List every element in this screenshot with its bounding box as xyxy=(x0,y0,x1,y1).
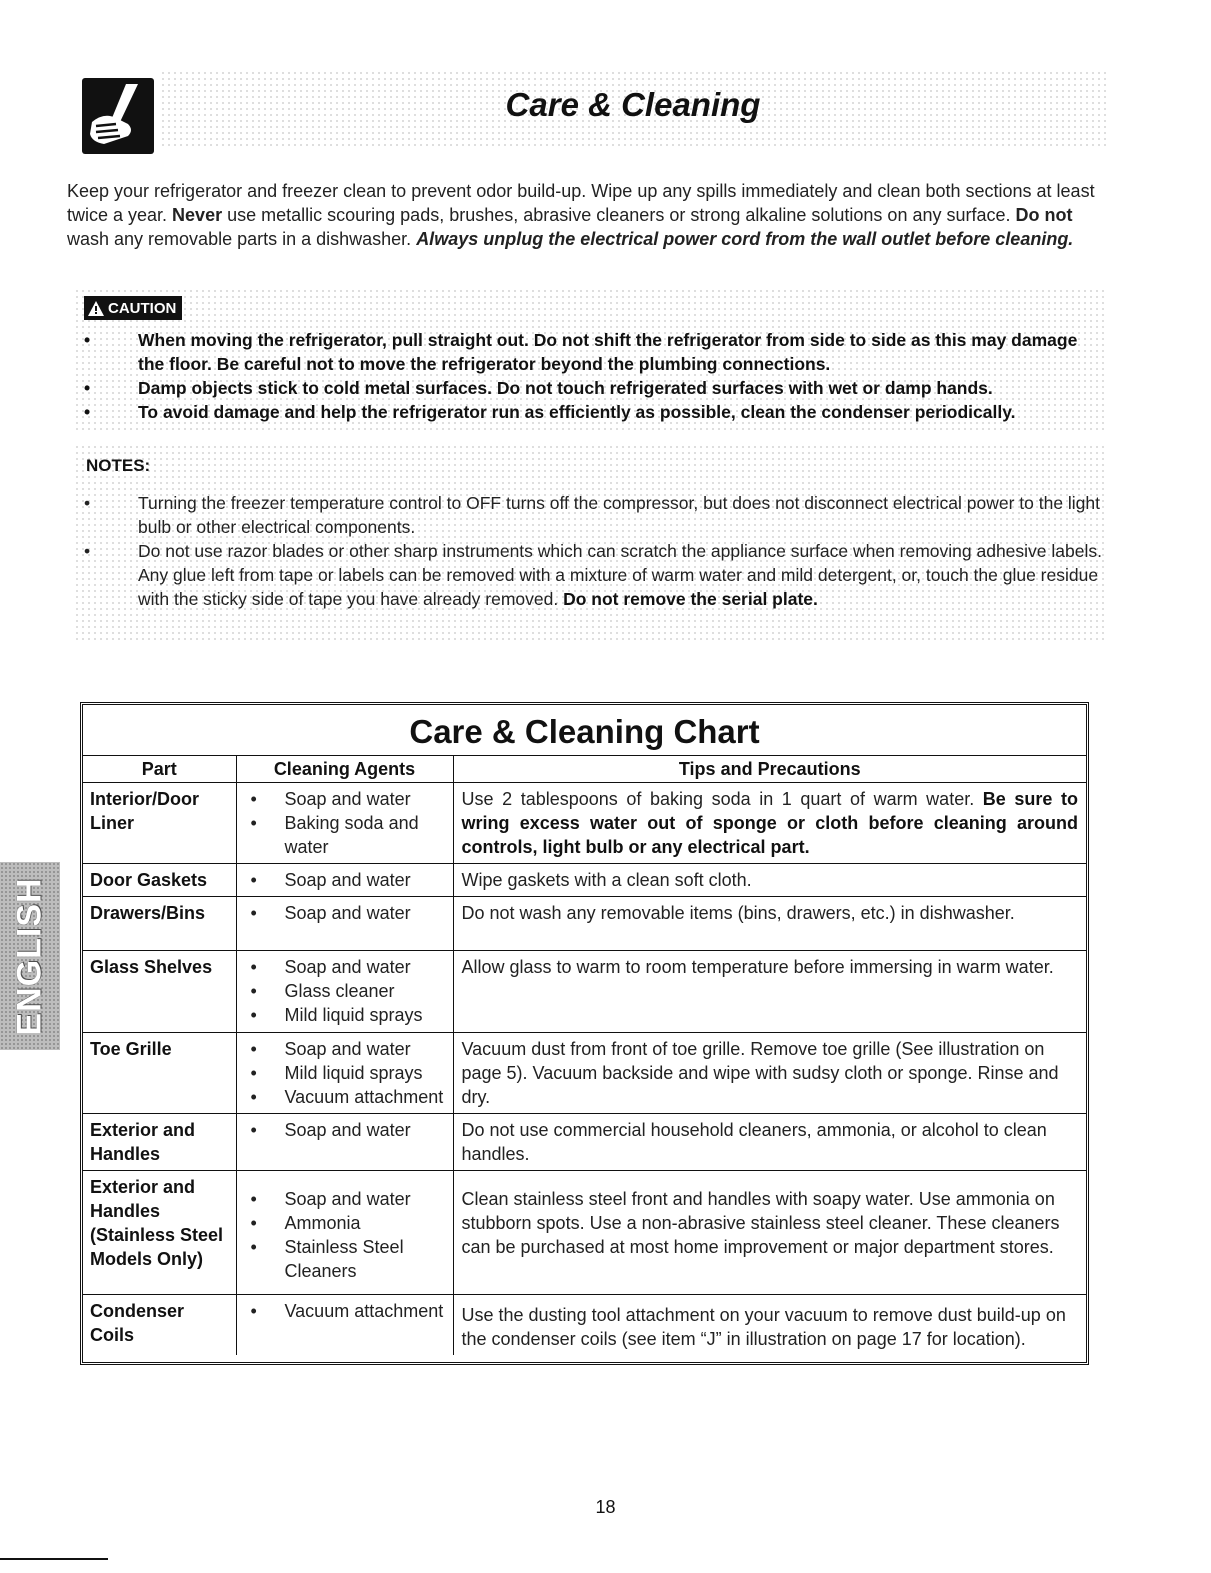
caution-item xyxy=(74,400,1104,424)
table-row xyxy=(83,1033,1086,1114)
agent-item xyxy=(245,1187,445,1211)
caution-item xyxy=(74,328,1104,376)
agent-item xyxy=(245,955,445,979)
bullet-icon: • xyxy=(250,1189,257,1209)
table-row xyxy=(83,951,1086,1033)
language-side-tab xyxy=(0,862,60,1050)
table-row xyxy=(83,783,1086,864)
part-cell: Drawers/Bins xyxy=(83,897,236,951)
agent-text: Mild liquid sprays xyxy=(284,1063,423,1083)
caution-item-text: When moving the refrigerator, pull straight out. Do not shift the refrigerator from side to side as this may damage the floor. Be careful not to move the refrigerator beyond the plumbing connections. xyxy=(138,330,1078,374)
intro-unplug-warning: Always unplug the electrical power cord from the wall outlet before cleaning. xyxy=(416,229,1074,249)
intro-text-3: wash any removable parts in a dishwasher. xyxy=(67,229,417,249)
bullet-icon: • xyxy=(84,330,91,350)
notes-block xyxy=(74,444,1104,640)
agent-list xyxy=(245,1187,445,1283)
note-serial-plate-warning: Do not remove the serial plate. xyxy=(563,589,818,609)
agent-item xyxy=(245,979,445,1003)
bullet-icon: • xyxy=(84,378,91,398)
page-number: 18 xyxy=(595,1497,616,1517)
agents-cell xyxy=(236,783,453,864)
agent-item xyxy=(245,868,445,892)
caution-block xyxy=(74,288,1104,430)
bullet-icon: • xyxy=(84,541,91,561)
agent-item xyxy=(245,811,445,859)
agent-text: Soap and water xyxy=(284,1039,411,1059)
agent-text: Ammonia xyxy=(284,1213,361,1233)
chart-title: Care & Cleaning Chart xyxy=(83,705,1086,756)
tips-cell: Wipe gaskets with a clean soft cloth. xyxy=(453,864,1086,897)
agent-text: Soap and water xyxy=(284,957,411,977)
agents-cell xyxy=(236,1033,453,1114)
bullet-icon: • xyxy=(250,1039,257,1059)
bullet-icon: • xyxy=(250,1213,257,1233)
tips-cell: Allow glass to warm to room temperature before immersing in warm water. xyxy=(453,951,1086,1033)
tips-cell: Do not wash any removable items (bins, drawers, etc.) in dishwasher. xyxy=(453,897,1086,951)
table-row xyxy=(83,864,1086,897)
agent-list xyxy=(245,1299,445,1323)
bullet-icon: • xyxy=(250,870,257,890)
caution-item-text: To avoid damage and help the refrigerator run as efficiently as possible, clean the condenser periodically. xyxy=(138,402,1016,422)
agent-item xyxy=(245,1003,445,1027)
intro-never: Never xyxy=(172,205,223,225)
part-cell: Exterior and Handles xyxy=(83,1114,236,1171)
intro-text-1: Keep your refrigerator and freezer clean to prevent odor build-up. Wipe up any spills immediately and clean both sections at least twice a year. xyxy=(67,181,1095,225)
bullet-icon: • xyxy=(250,1087,257,1107)
note-item xyxy=(74,491,1104,539)
agents-cell xyxy=(236,864,453,897)
bullet-icon: • xyxy=(250,1237,257,1257)
intro-do-not: Do not xyxy=(1015,205,1073,225)
bullet-icon: • xyxy=(250,903,257,923)
agent-item xyxy=(245,901,445,925)
agent-text: Baking soda and water xyxy=(284,813,419,857)
tips-cell: Do not use commercial household cleaners, ammonia, or alcohol to clean handles. xyxy=(453,1114,1086,1171)
bullet-icon: • xyxy=(250,789,257,809)
part-cell: Glass Shelves xyxy=(83,951,236,1033)
agent-list xyxy=(245,901,445,925)
part-cell: Toe Grille xyxy=(83,1033,236,1114)
care-cleaning-chart xyxy=(80,702,1089,1365)
part-cell: Condenser Coils xyxy=(83,1295,236,1356)
agent-text: Stainless Steel Cleaners xyxy=(284,1237,404,1281)
agents-cell xyxy=(236,1114,453,1171)
part-cell: Door Gaskets xyxy=(83,864,236,897)
header-part: Part xyxy=(83,756,236,783)
bullet-icon: • xyxy=(250,1301,257,1321)
part-cell: Exterior and Handles (Stainless Steel Models Only) xyxy=(83,1171,236,1295)
hand-cleaning-icon xyxy=(82,78,154,154)
caution-item-text: Damp objects stick to cold metal surfaces. Do not touch refrigerated surfaces with wet or damp hands. xyxy=(138,378,993,398)
agent-text: Soap and water xyxy=(284,1120,411,1140)
bullet-icon: • xyxy=(84,493,91,513)
agent-item xyxy=(245,1235,445,1283)
notes-title: NOTES: xyxy=(86,456,151,475)
table-row xyxy=(83,1114,1086,1171)
agent-text: Vacuum attachment xyxy=(284,1087,444,1107)
table-header-row xyxy=(83,756,1086,783)
agent-text: Soap and water xyxy=(284,870,411,890)
page-title: Care & Cleaning xyxy=(505,86,761,123)
agent-text: Soap and water xyxy=(284,789,411,809)
agent-item xyxy=(245,787,445,811)
agents-cell xyxy=(236,1295,453,1356)
agent-list xyxy=(245,1118,445,1142)
caution-label: CAUTION xyxy=(108,299,177,317)
agents-cell xyxy=(236,951,453,1033)
agent-text: Glass cleaner xyxy=(284,981,395,1001)
notes-list xyxy=(74,491,1104,611)
bullet-icon: • xyxy=(250,1005,257,1025)
caution-item xyxy=(74,376,1104,400)
table-row xyxy=(83,897,1086,951)
agent-text: Vacuum attachment xyxy=(284,1301,444,1321)
caution-badge xyxy=(84,296,182,320)
bullet-icon: • xyxy=(250,981,257,1001)
tips-bold-text: Be sure to wring excess water out of sponge or cloth before cleaning around controls, light bulb or any electrical part. xyxy=(461,789,1078,857)
agent-text: Mild liquid sprays xyxy=(284,1005,423,1025)
chart-table xyxy=(83,756,1086,1355)
intro-text-2: use metallic scouring pads, brushes, abrasive cleaners or strong alkaline solutions on any surface. xyxy=(222,205,1016,225)
caution-list xyxy=(74,328,1104,424)
agent-item xyxy=(245,1037,445,1061)
header-tips-precautions: Tips and Precautions xyxy=(678,759,861,779)
bullet-icon: • xyxy=(250,813,257,833)
footer-rule xyxy=(0,1558,108,1560)
agent-text: Soap and water xyxy=(284,1189,411,1209)
agent-item xyxy=(245,1211,445,1235)
warning-triangle-icon xyxy=(88,301,104,316)
note-item-text: Do not use razor blades or other sharp instruments which can scratch the appliance surface when removing adhesive labels. Any glue left from tape or labels can be removed with a mixture of warm water and mild detergent, or, touch the glue residue with the sticky side of tape you have already removed. xyxy=(138,541,1102,609)
table-row xyxy=(83,1295,1086,1356)
intro-paragraph xyxy=(67,179,1097,251)
agents-cell xyxy=(236,1171,453,1295)
language-label: ENGLISH xyxy=(10,876,49,1036)
agent-list xyxy=(245,868,445,892)
tips-text: Use 2 tablespoons of baking soda in 1 quart of warm water. xyxy=(461,789,983,809)
agent-list xyxy=(245,787,445,859)
agent-item xyxy=(245,1085,445,1109)
header-band xyxy=(160,70,1106,150)
bullet-icon: • xyxy=(84,402,91,422)
agent-item xyxy=(245,1118,445,1142)
bullet-icon: • xyxy=(250,1063,257,1083)
bullet-icon: • xyxy=(250,957,257,977)
tips-cell: Use the dusting tool attachment on your vacuum to remove dust build-up on the condenser coils (see item “J” in illustration on page 17 for location). xyxy=(453,1295,1086,1356)
tips-cell: Vacuum dust from front of toe grille. Remove toe grille (See illustration on page 5). Vacuum backside and wipe with sudsy cloth or sponge. Rinse and dry. xyxy=(453,1033,1086,1114)
header-cleaning-agents: Cleaning Agents xyxy=(236,756,453,783)
agent-text: Soap and water xyxy=(284,903,411,923)
tips-cell: Clean stainless steel front and handles with soapy water. Use ammonia on stubborn spots. Use a non-abrasive stainless steel cleaner. These cleaners can be purchased at most home improvement or major department stores. xyxy=(453,1171,1086,1295)
agent-list xyxy=(245,1037,445,1109)
agent-list xyxy=(245,955,445,1027)
bullet-icon: • xyxy=(250,1120,257,1140)
agents-cell xyxy=(236,897,453,951)
table-row xyxy=(83,1171,1086,1295)
tips-cell xyxy=(453,783,1086,864)
note-item xyxy=(74,539,1104,611)
part-cell: Interior/Door Liner xyxy=(83,783,236,864)
agent-item xyxy=(245,1061,445,1085)
note-item-text: Turning the freezer temperature control to OFF turns off the compressor, but does not disconnect electrical power to the light bulb or other electrical components. xyxy=(138,493,1101,537)
agent-item xyxy=(245,1299,445,1323)
